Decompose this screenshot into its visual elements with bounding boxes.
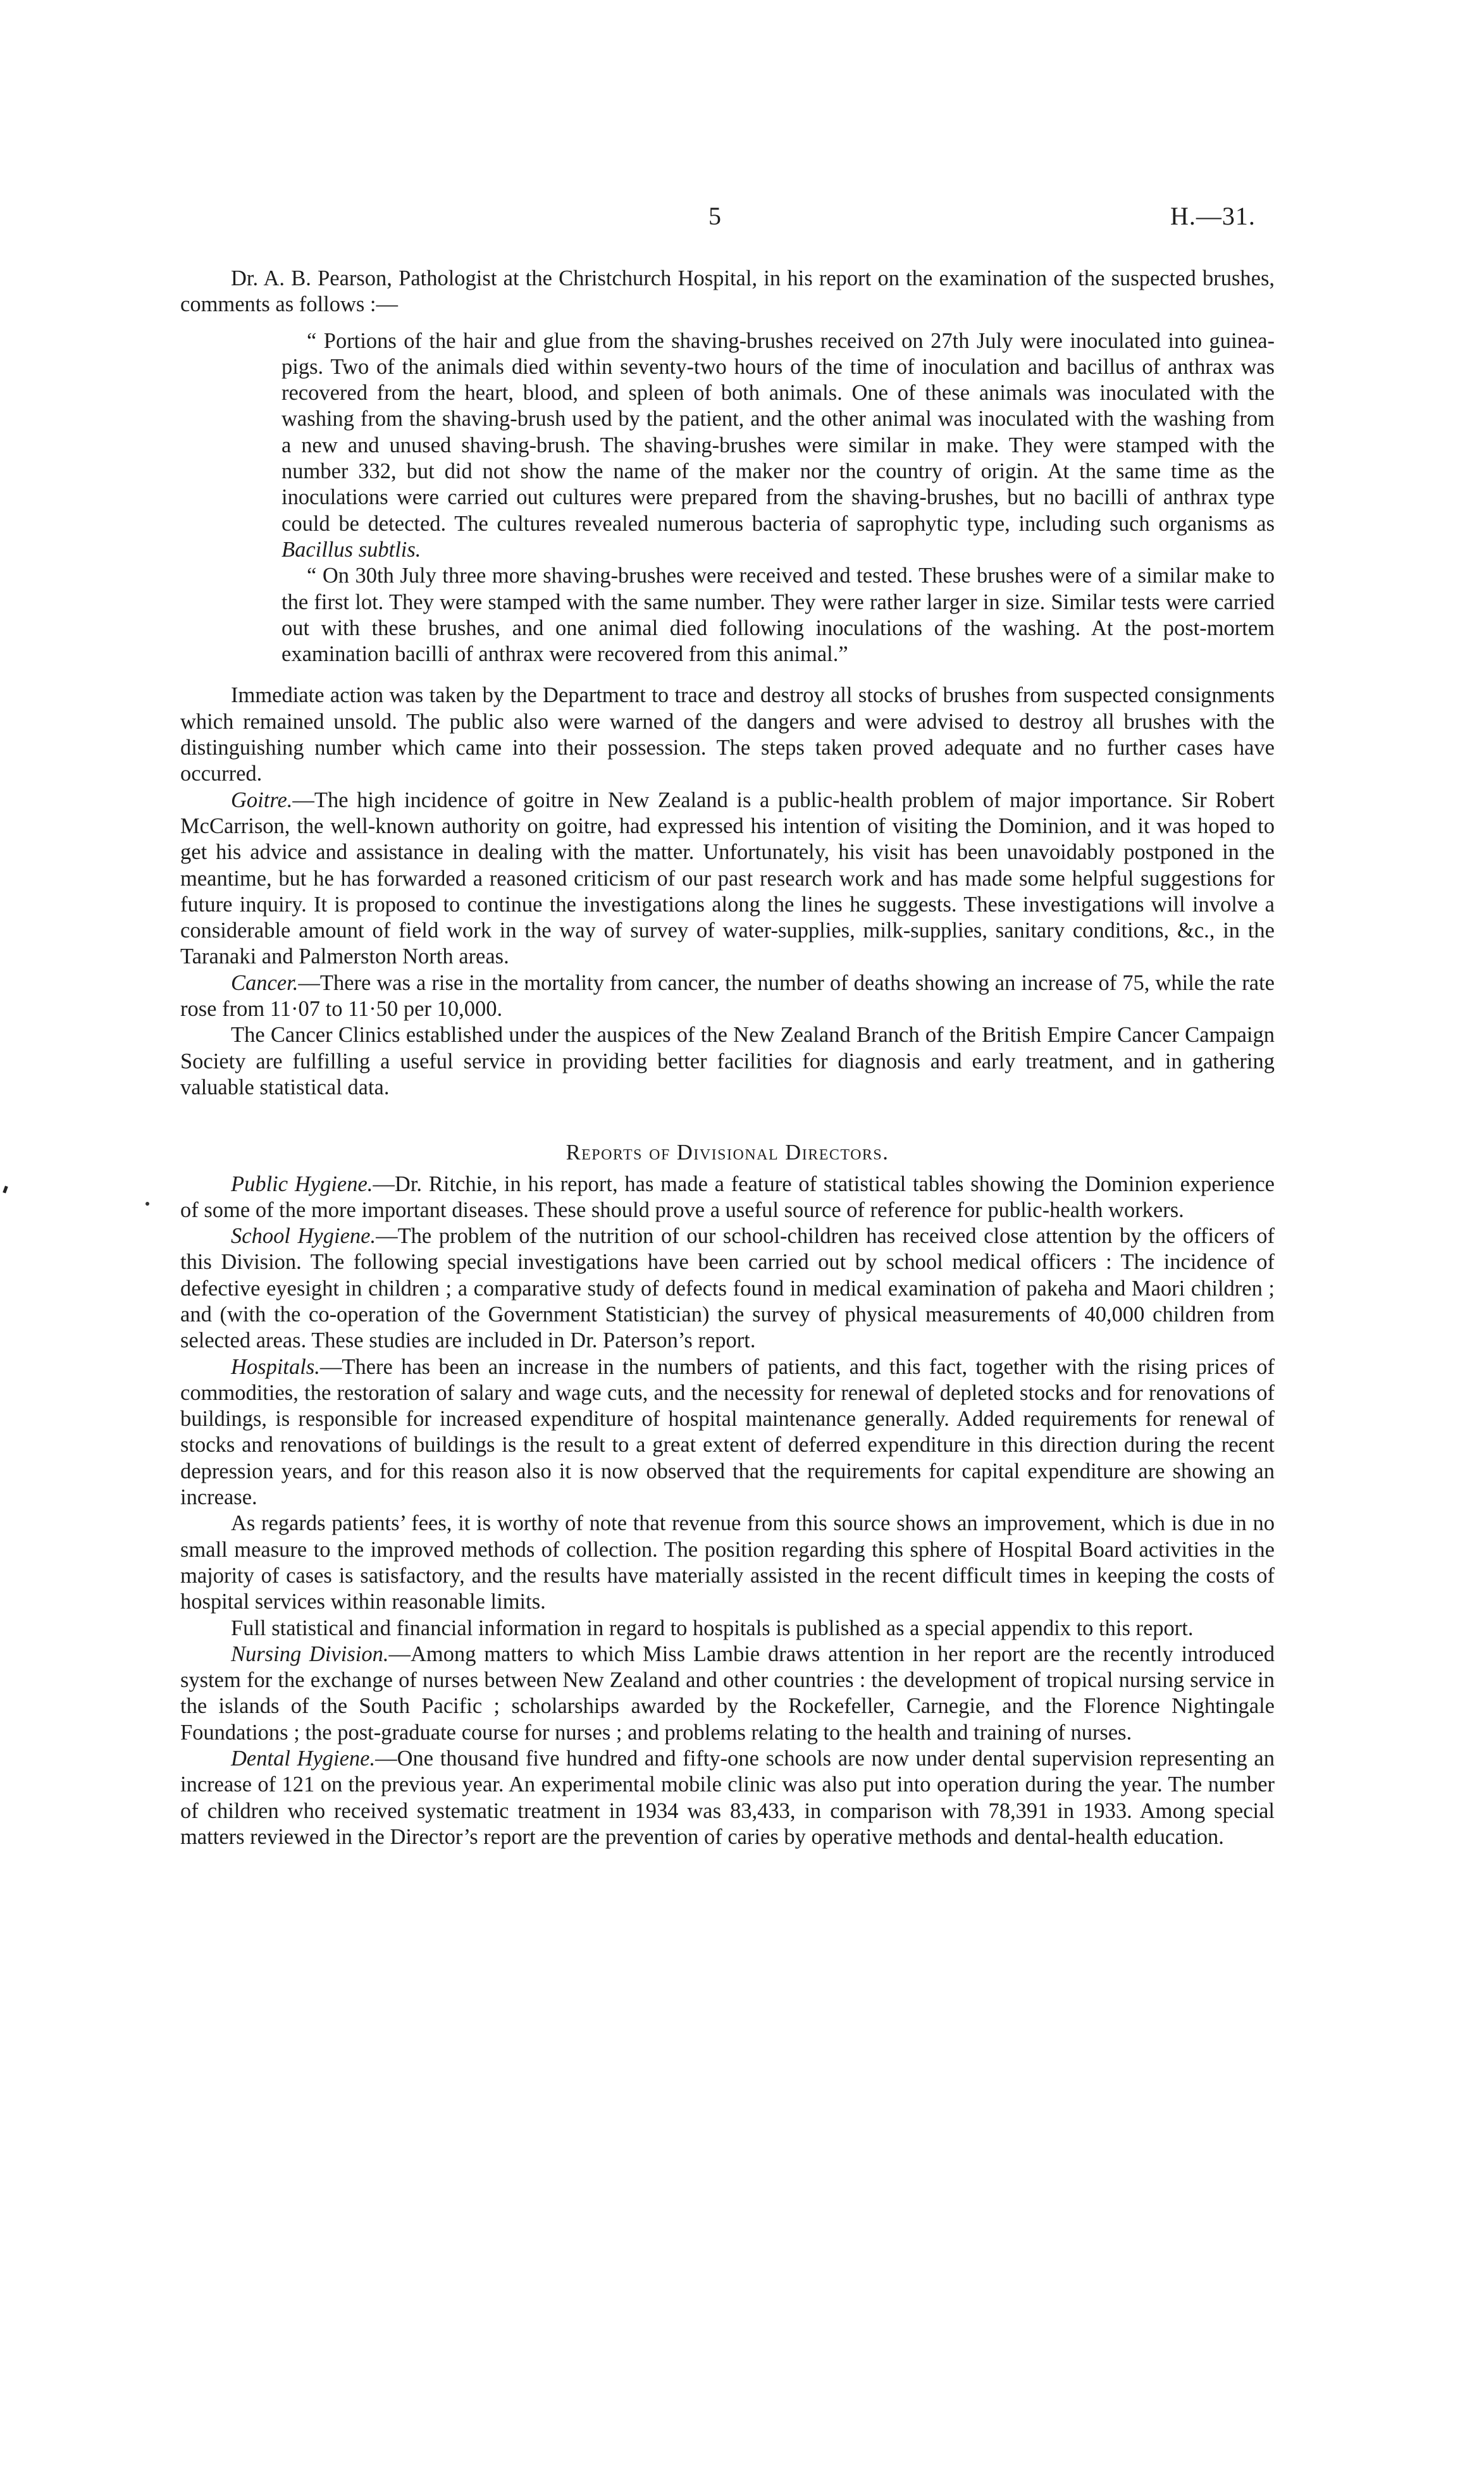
paragraph-goitre: Goitre.—The high incidence of goitre in New Zealand is a public-health problem of major importance. Sir Robert McCarrison, the well-known authority on goitre, had expressed his intention of visiting the Dominion, and it was hoped to get his advice and assistance in dealing with the matter. Unfortunately, his visit has been unavoidably postponed in the meantime, but he has forwarded a reasoned criticism of our past research work and has made some helpful suggestions for future inquiry. It is proposed to continue the investigations along the lines he suggests. These investigations will involve a considerable amount of field work in the way of survey of water-supplies, milk-supplies, sanitary conditions, &c., in the Taranaki and Palmerston North areas. [180, 788, 1275, 969]
paragraph-hospitals: Hospitals.—There has been an increase in the numbers of patients, and this fact, together with the rising prices of commodities, the restoration of salary and wage cuts, and the necessity for renewal of depleted stocks and for renovations of buildings, is responsible for increased expenditure of hospital maintenance generally. Added requirements for renewal of stocks and renovations of buildings is the result to a great extent of deferred expenditure in this direction during the recent depression years, and for this reason also it is now observed that the requirements for capital expenditure are showing an increase. [180, 1354, 1275, 1510]
paragraph-public-hygiene: Public Hygiene.—Dr. Ritchie, in his report, has made a feature of statistical tables showing the Dominion experience of some of the more important diseases. These should prove a useful source of reference for public-health workers. [180, 1171, 1275, 1222]
paragraph-statistical-info: Full statistical and financial information in regard to hospitals is published as a special appendix to this report. [231, 1616, 1194, 1640]
paragraph-nursing-division: Nursing Division.—Among matters to which Miss Lambie draws attention in her report are the recently introduced system for the exchange of nurses between New Zealand and other countries : the development of tropical nursing service in the islands of the South Pacific ; scholarships awarded by the Rockefeller, Carnegie, and the Florence Nightingale Foundations ; the post-graduate course for nurses ; and problems relating to the health and training of nurses. [180, 1641, 1275, 1745]
nursing-division-lead: Nursing Division. [231, 1641, 389, 1666]
paragraph-dental-hygiene: Dental Hygiene.—One thousand five hundred and fifty-one schools are now under dental supervision representing an increase of 121 on the previous year. An experimental mobile clinic was also put into operation during the year. The number of children who received systematic treatment in 1934 was 83,433, in comparison with 78,391 in 1933. Among special matters reviewed in the Director’s report are the prevention of caries by operative methods and dental-health education. [180, 1746, 1275, 1849]
paragraph-patients-fees: As regards patients’ fees, it is worthy of note that revenue from this source shows an improvement, which is due in no small measure to the improved methods of collection. The position regarding this sphere of Hospital Board activities in the majority of cases is satisfactory, and the results have materially assisted in the recent difficult times in keeping the costs of hospital services within reasonable limits. [180, 1511, 1275, 1614]
page-number: 5 [708, 202, 721, 230]
scan-artifact-mark [3, 1185, 8, 1193]
paragraph-immediate-action: Immediate action was taken by the Department to trace and destroy all stocks of brushes from suspected consignments which remained unsold. The public also were warned of the dangers and were advised to destroy all brushes with the distinguishing number which came into their possession. The steps taken proved adequate and no further cases have occurred. [180, 683, 1275, 786]
paragraph-school-hygiene: School Hygiene.—The problem of the nutrition of our school-children has received close attention by the officers of this Division. The following special investigations have been carried out by school medical officers : The incidence of defective eyesight in children ; a comparative study of defects found in medical examination of pakeha and Maori children ; and (with the co-operation of the Government Statistician) the survey of physical measurements of 40,000 children from selected areas. These studies are included in Dr. Paterson’s report. [180, 1224, 1275, 1353]
scan-artifact-dot [145, 1202, 149, 1206]
quote-paragraph-2: “ On 30th July three more shaving-brushes were received and tested. These brushes were of a similar make to the first lot. They were stamped with the same number. They were rather larger in size. Similar tests were carried out with these brushes, and one animal died following inoculations of the washing. At the post-mortem examination bacilli of anthrax were recovered from this animal.” [281, 564, 1275, 667]
pathologist-quote [281, 328, 1275, 668]
section-heading: Reports of Divisional Directors. [566, 1141, 889, 1165]
quote-paragraph-1: “ Portions of the hair and glue from the shaving-brushes received on 27th July were inoculated into guinea-pigs. Two of the animals died within seventy-two hours of the time of inoculation and bacillus of anthrax was recovered from the heart, blood, and spleen of both animals. One of these animals was inoculated with the washing from the shaving-brush used by the patient, and the other animal was inoculated with the washing from a new and unused shaving-brush. The shaving-brushes were similar in make. They were stamped with the number 332, but did not show the name of the maker nor the country of origin. At the same time as the inoculations were carried out cultures were prepared from the shaving-brushes, but no bacilli of anthrax type could be detected. The cultures revealed numerous bacteria of saprophytic type, including such organisms as Bacillus subtlis. [281, 328, 1275, 562]
cancer-lead: Cancer. [231, 970, 299, 995]
goitre-lead: Goitre. [231, 788, 293, 812]
intro-paragraph: Dr. A. B. Pearson, Pathologist at the Christchurch Hospital, in his report on the examination of the suspected brushes, comments as follows :— [180, 266, 1275, 317]
school-hygiene-lead: School Hygiene. [231, 1224, 376, 1249]
hospitals-lead: Hospitals. [231, 1354, 320, 1379]
paragraph-cancer-clinics: The Cancer Clinics established under the auspices of the New Zealand Branch of the British Empire Cancer Campaign Society are fulfilling a useful service in providing better facilities for diagnosis and early treatment, and in gathering valuable statistical data. [180, 1023, 1275, 1099]
dental-hygiene-lead: Dental Hygiene. [231, 1746, 376, 1771]
body-text [180, 266, 1275, 1850]
public-hygiene-lead: Public Hygiene. [231, 1171, 373, 1196]
paragraph-cancer: Cancer.—There was a rise in the mortality from cancer, the number of deaths showing an increase of 75, while the rate rose from 11·07 to 11·50 per 10,000. [180, 970, 1275, 1022]
document-reference: H.—31. [1170, 202, 1256, 230]
organism-name: Bacillus subtlis. [281, 537, 421, 562]
